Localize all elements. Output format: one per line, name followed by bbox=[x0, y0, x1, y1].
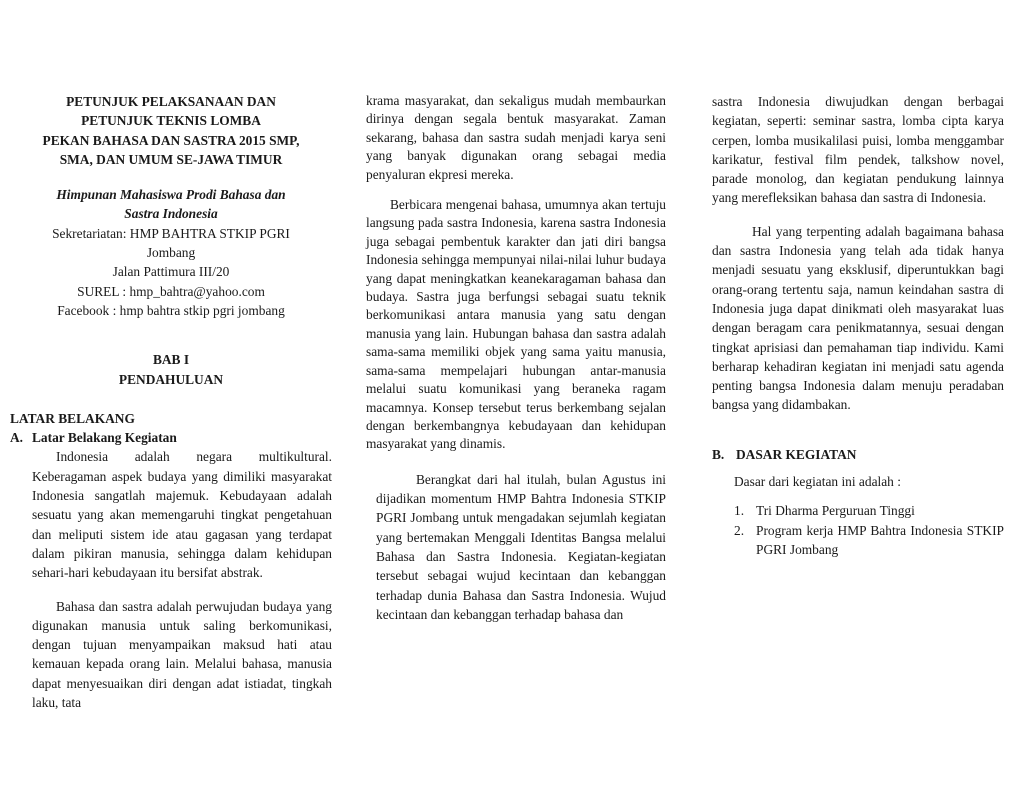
secretariat-line: Sekretariatan: HMP BAHTRA STKIP PGRI bbox=[52, 225, 290, 241]
list-item-number: 1. bbox=[734, 503, 745, 519]
section-heading: LATAR BELAKANG bbox=[10, 410, 135, 426]
list-item-number: 2. bbox=[734, 522, 745, 538]
paragraph-2-part-2: krama masyarakat, dan sekaligus mudah membaurkan dirinya dengan segala bentuk masyarakat. Zaman sekarang, bahasa dan sastra sudah menjadi karya seni yang banyak digunakan orang sebagai media penyaluran ekpresi mereka. bbox=[366, 93, 666, 182]
email: SUREL : hmp_bahtra@yahoo.com bbox=[77, 283, 265, 299]
section-b-label: B. bbox=[712, 446, 725, 462]
list-item-text: Program kerja HMP Bahtra Indonesia STKIP PGRI Jombang bbox=[756, 522, 1004, 557]
list-item bbox=[734, 501, 1004, 520]
document-title bbox=[10, 92, 332, 169]
paragraph-4-part-1: Berangkat dari hal itulah, bulan Agustus ini dijadikan momentum HMP Bahtra Indonesia STKIP PGRI Jombang untuk mengadakan sejumlah kegiatan yang bertemakan Menggali Identitas Bangsa melalui Bahasa dan Sastra Indonesia. Kegiatan-kegiatan tersebut sebagai wujud kecintaan dan kebanggan terhadap dunia Bahasa dan Sastra Indonesia. Wujud kecintaan dan kebanggan terhadap bahasa dan bbox=[376, 471, 666, 622]
paragraph-3: Berbicara mengenai bahasa, umumnya akan tertuju langsung pada sastra Indonesia, karena sastra Indonesia juga sebagai pembentuk karakter dan jati diri bangsa Indonesia sehingga mempunyai nilai-nilai luhur budaya yang dapat meningkatkan keanekaragaman bahasa dan budaya. Sastra juga berfungsi sebagai suatu teknik berkomunikasi antara manusia yang satu dengan manusia yang lain. Hubungan bahasa dan sastra adalah sama-sama memiliki objek yang sama yaitu manusia, sama-sama mempelajari hubungan antar-manusia melalui suatu komunikasi yang beraneka ragam macamnya. Konsep tersebut terus berkembang sejalan dengan berkembangnya kebudayaan dan kehidupan masyarakat yang dinamis. bbox=[366, 197, 666, 452]
title-line: PETUNJUK PELAKSANAAN DAN bbox=[66, 94, 276, 109]
section-b-title: DASAR KEGIATAN bbox=[736, 446, 857, 462]
paragraph-1: Indonesia adalah negara multikultural. Keberagaman aspek budaya yang dimiliki masyarakat Indonesia sangatlah majemuk. Kebudayaan adalah sesuatu yang akan memengaruhi tingkat pengetahuan dan meliputi sistem ide atau gagasan yang terdapat dalam pikiran manusia, sehingga dalam kehidupan sehari-hari kebudayaan itu bersifat abstrak. bbox=[32, 449, 332, 581]
address: Jalan Pattimura III/20 bbox=[112, 264, 230, 280]
section-b-heading bbox=[712, 445, 1004, 464]
column-left bbox=[10, 92, 332, 712]
list-item-text: Tri Dharma Perguruan Tinggi bbox=[756, 503, 915, 519]
organizer-block bbox=[10, 185, 332, 320]
column-middle bbox=[366, 92, 666, 624]
column-right bbox=[712, 92, 1004, 559]
subsection-title: Latar Belakang Kegiatan bbox=[32, 430, 177, 446]
organizer-name-line: Sastra Indonesia bbox=[124, 206, 218, 222]
chapter-title: PENDAHULUAN bbox=[118, 371, 224, 387]
title-line: PETUNJUK TEKNIS LOMBA bbox=[81, 113, 261, 129]
chapter-heading bbox=[10, 350, 332, 389]
list-item bbox=[734, 521, 1004, 560]
subsection-heading bbox=[10, 428, 332, 447]
paragraph-2-part-1: Bahasa dan sastra adalah perwujudan budaya yang digunakan manusia untuk saling berkomunikasi, dengan tujuan menyampaikan maksud hati atau kemauan kepada orang lain. Melalui bahasa, manusia dapat menyesuaikan diri dengan adat istiadat, tingkah laku, tata bbox=[32, 598, 332, 711]
facebook: Facebook : hmp bahtra stkip pgri jombang bbox=[57, 302, 285, 318]
section-b-intro: Dasar dari kegiatan ini adalah : bbox=[734, 474, 901, 490]
paragraph-4-part-2: sastra Indonesia diwujudkan dengan berbagai kegiatan, seperti: seminar sastra, lomba cipta karya cerpen, lomba musikalilasi puisi, lomba menggambar karikatur, festival film pendek, talkshow novel, parade monolog, dan kegiatan pendukung lainnya yang merefleksikan bahasa dan sastra di Indonesia. bbox=[712, 94, 1004, 206]
basis-list bbox=[734, 501, 1004, 559]
title-line: SMA, DAN UMUM SE-JAWA TIMUR bbox=[59, 151, 283, 167]
title-line: PEKAN BAHASA DAN SASTRA 2015 SMP, bbox=[42, 132, 300, 148]
chapter-number: BAB I bbox=[152, 352, 190, 368]
paragraph-5: Hal yang terpenting adalah bagaimana bahasa dan sastra Indonesia yang telah ada tidak hanya menjadi sesuatu yang eksklusif, diperuntukkan bagi orang-orang tertentu saja, namun keindahan sastra di Indonesia juga dapat dinikmati oleh masyarakat luas dengan beragam cara penikmatannya, sesuai dengan tingkat aprisiasi dan pemahaman tiap individu. Kami berharap kehadiran kegiatan ini menjadi satu agenda penting bangsa Indonesia dalam menuju peradaban bangsa yang didambakan. bbox=[712, 223, 1004, 413]
secretariat-line: Jombang bbox=[146, 245, 196, 261]
organizer-name-line: Himpunan Mahasiswa Prodi Bahasa dan bbox=[56, 187, 286, 203]
subsection-label: A. bbox=[10, 430, 24, 446]
